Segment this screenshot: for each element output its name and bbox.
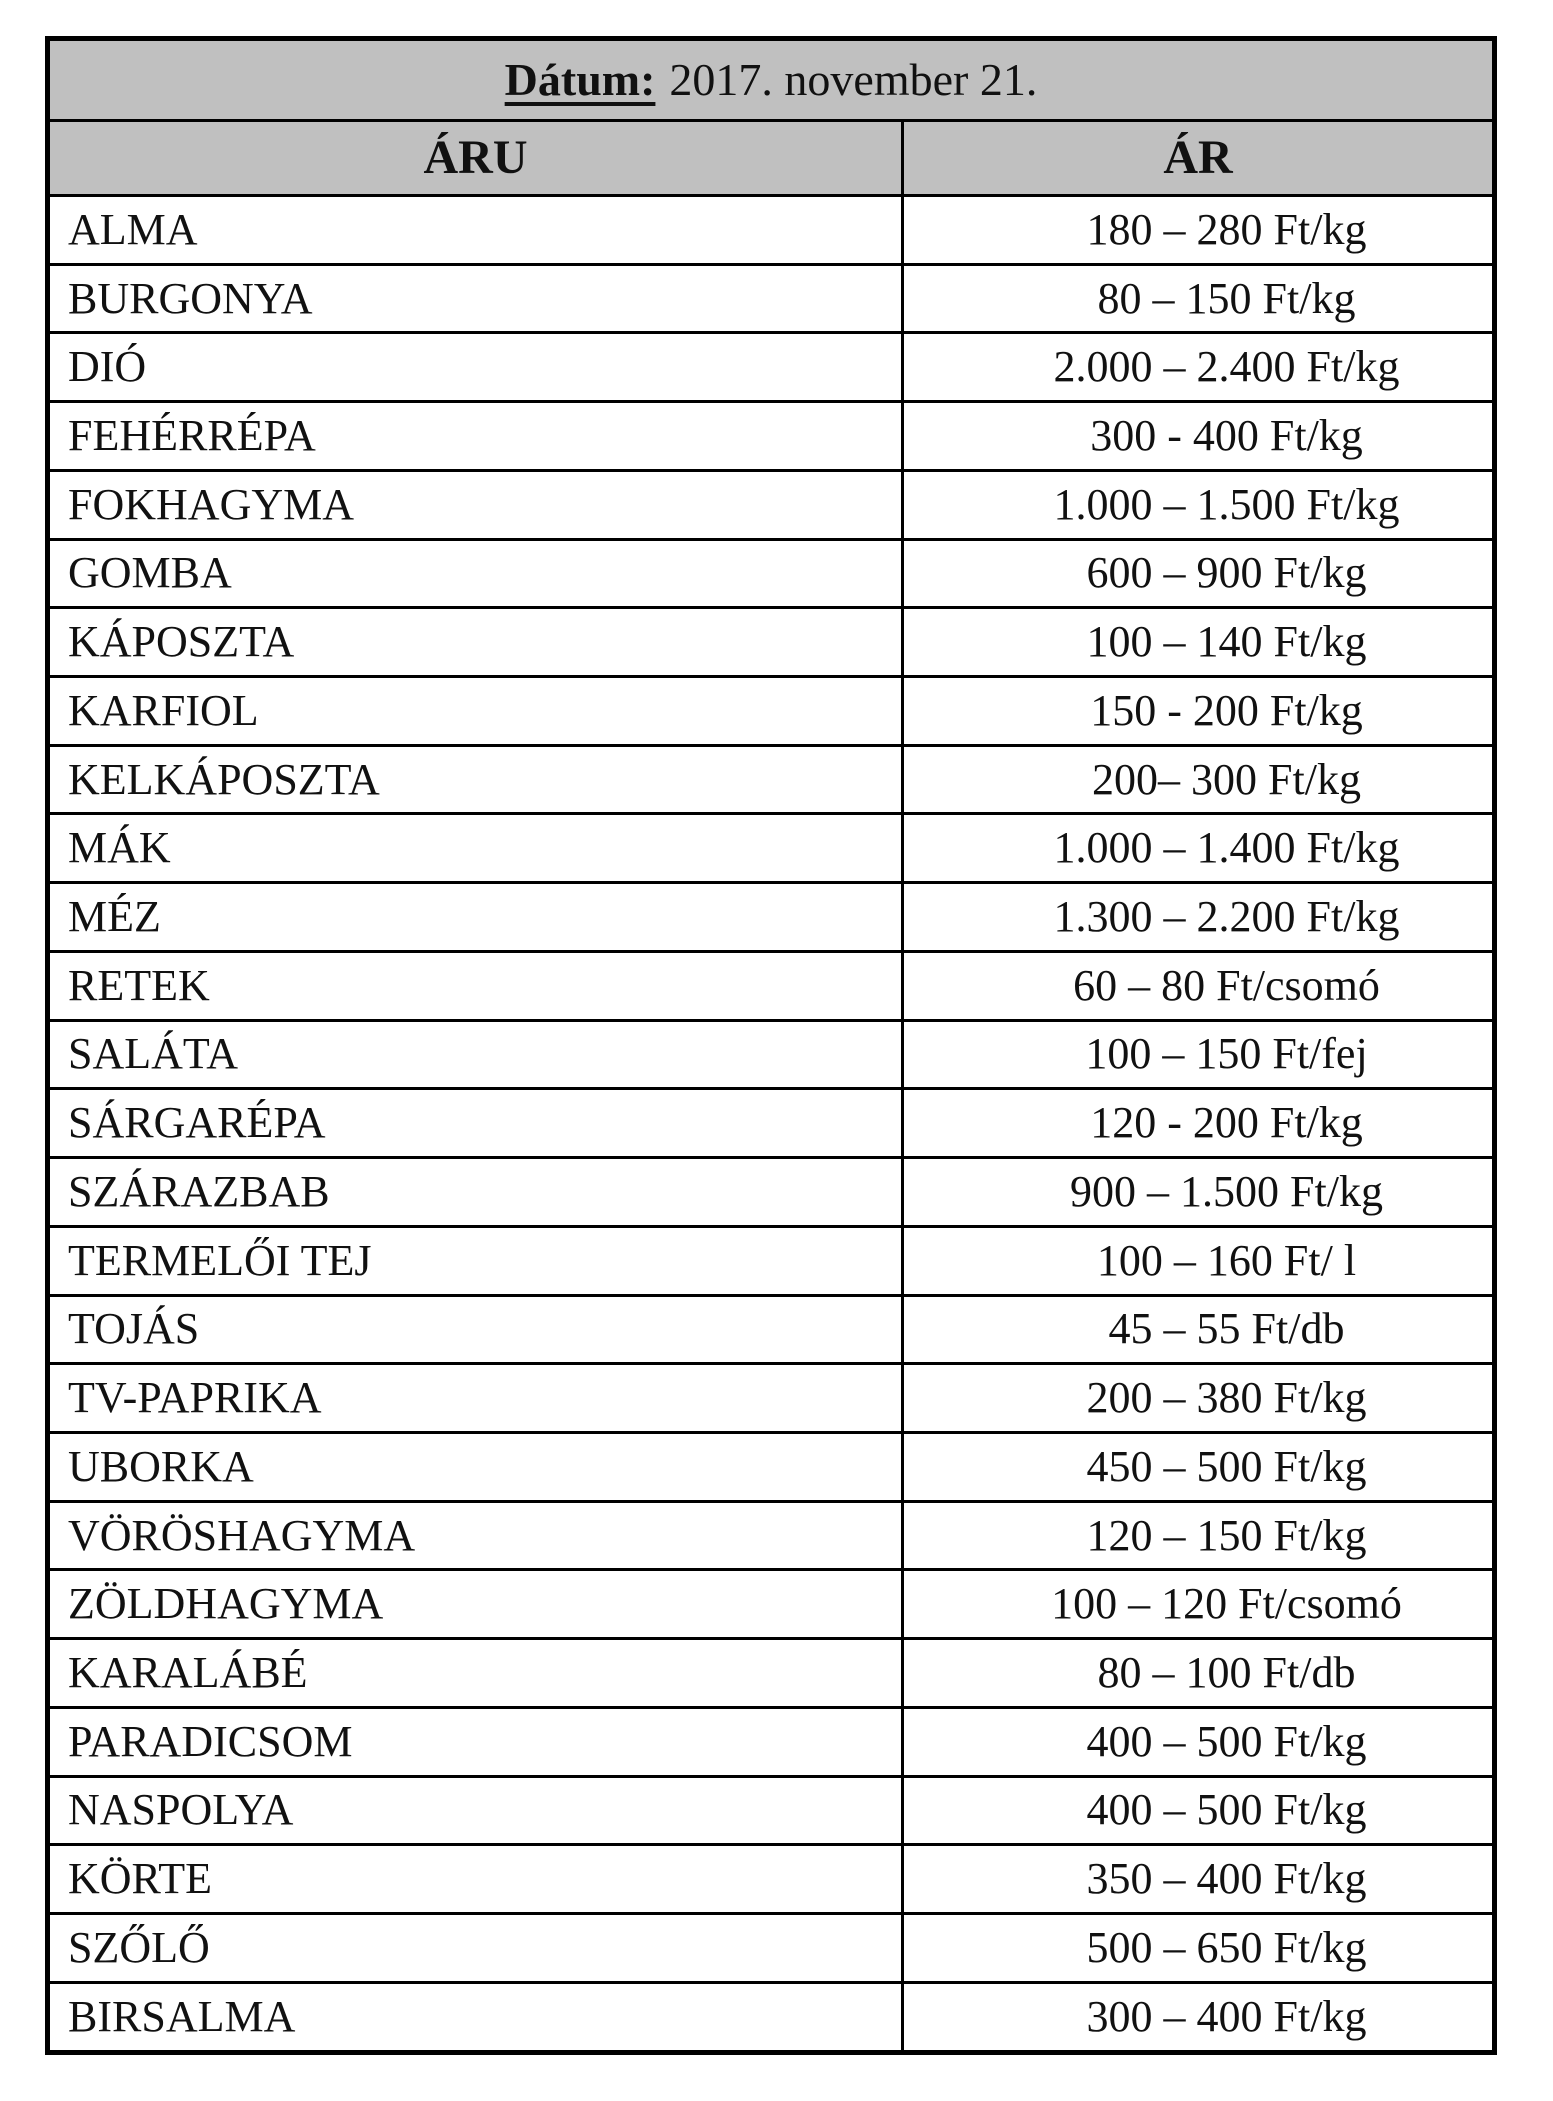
table-row: [48, 1295, 1495, 1364]
item-name-cell: TERMELŐI TEJ: [48, 1226, 903, 1295]
item-name-cell: BURGONYA: [48, 264, 903, 333]
price-cell: 400 – 500 Ft/kg: [903, 1707, 1495, 1776]
date-header-cell: [48, 39, 1495, 121]
price-cell: 120 - 200 Ft/kg: [903, 1089, 1495, 1158]
item-name-cell: RETEK: [48, 951, 903, 1020]
price-cell: 200 – 380 Ft/kg: [903, 1364, 1495, 1433]
price-cell: 100 – 150 Ft/fej: [903, 1020, 1495, 1089]
price-cell: 1.300 – 2.200 Ft/kg: [903, 883, 1495, 952]
table-row: [48, 1639, 1495, 1708]
item-name-cell: ALMA: [48, 196, 903, 265]
price-cell: 1.000 – 1.500 Ft/kg: [903, 470, 1495, 539]
price-cell: 180 – 280 Ft/kg: [903, 196, 1495, 265]
date-value: 2017. november 21.: [669, 54, 1038, 105]
item-name-cell: SZÁRAZBAB: [48, 1158, 903, 1227]
price-cell: 1.000 – 1.400 Ft/kg: [903, 814, 1495, 883]
item-name-cell: TV-PAPRIKA: [48, 1364, 903, 1433]
table-row: [48, 1226, 1495, 1295]
table-row: [48, 1020, 1495, 1089]
table-row: [48, 608, 1495, 677]
table-row: [48, 1707, 1495, 1776]
table-row: [48, 1776, 1495, 1845]
column-header-item: ÁRU: [48, 121, 903, 196]
price-cell: 80 – 150 Ft/kg: [903, 264, 1495, 333]
table-row: [48, 196, 1495, 265]
price-cell: 200– 300 Ft/kg: [903, 745, 1495, 814]
item-name-cell: FEHÉRRÉPA: [48, 402, 903, 471]
table-row: [48, 1570, 1495, 1639]
table-row: [48, 814, 1495, 883]
table-row: [48, 677, 1495, 746]
date-row: [48, 39, 1495, 121]
price-cell: 80 – 100 Ft/db: [903, 1639, 1495, 1708]
price-cell: 400 – 500 Ft/kg: [903, 1776, 1495, 1845]
table-row: [48, 1913, 1495, 1982]
item-name-cell: TOJÁS: [48, 1295, 903, 1364]
price-cell: 300 – 400 Ft/kg: [903, 1982, 1495, 2052]
price-table: [45, 36, 1497, 2055]
price-cell: 300 - 400 Ft/kg: [903, 402, 1495, 471]
table-row: [48, 1845, 1495, 1914]
table-row: [48, 402, 1495, 471]
price-cell: 100 – 160 Ft/ l: [903, 1226, 1495, 1295]
table-row: [48, 539, 1495, 608]
item-name-cell: VÖRÖSHAGYMA: [48, 1501, 903, 1570]
column-header-price: ÁR: [903, 121, 1495, 196]
table-row: [48, 951, 1495, 1020]
price-cell: 60 – 80 Ft/csomó: [903, 951, 1495, 1020]
item-name-cell: KÖRTE: [48, 1845, 903, 1914]
item-name-cell: KÁPOSZTA: [48, 608, 903, 677]
price-table-body: [48, 196, 1495, 2053]
price-cell: 450 – 500 Ft/kg: [903, 1432, 1495, 1501]
item-name-cell: GOMBA: [48, 539, 903, 608]
item-name-cell: NASPOLYA: [48, 1776, 903, 1845]
price-cell: 150 - 200 Ft/kg: [903, 677, 1495, 746]
table-row: [48, 1364, 1495, 1433]
price-cell: 100 – 140 Ft/kg: [903, 608, 1495, 677]
item-name-cell: ZÖLDHAGYMA: [48, 1570, 903, 1639]
table-row: [48, 883, 1495, 952]
table-row: [48, 1432, 1495, 1501]
item-name-cell: KELKÁPOSZTA: [48, 745, 903, 814]
table-row: [48, 1089, 1495, 1158]
item-name-cell: MÉZ: [48, 883, 903, 952]
item-name-cell: DIÓ: [48, 333, 903, 402]
date-label: Dátum:: [504, 54, 656, 105]
price-cell: 900 – 1.500 Ft/kg: [903, 1158, 1495, 1227]
price-cell: 120 – 150 Ft/kg: [903, 1501, 1495, 1570]
item-name-cell: UBORKA: [48, 1432, 903, 1501]
price-cell: 500 – 650 Ft/kg: [903, 1913, 1495, 1982]
column-header-row: [48, 121, 1495, 196]
price-cell: 600 – 900 Ft/kg: [903, 539, 1495, 608]
table-row: [48, 264, 1495, 333]
item-name-cell: PARADICSOM: [48, 1707, 903, 1776]
item-name-cell: BIRSALMA: [48, 1982, 903, 2052]
item-name-cell: KARFIOL: [48, 677, 903, 746]
table-row: [48, 470, 1495, 539]
item-name-cell: MÁK: [48, 814, 903, 883]
table-row: [48, 745, 1495, 814]
item-name-cell: SALÁTA: [48, 1020, 903, 1089]
item-name-cell: SÁRGARÉPA: [48, 1089, 903, 1158]
price-cell: 2.000 – 2.400 Ft/kg: [903, 333, 1495, 402]
item-name-cell: FOKHAGYMA: [48, 470, 903, 539]
table-row: [48, 333, 1495, 402]
table-row: [48, 1501, 1495, 1570]
price-cell: 350 – 400 Ft/kg: [903, 1845, 1495, 1914]
item-name-cell: KARALÁBÉ: [48, 1639, 903, 1708]
table-row: [48, 1158, 1495, 1227]
item-name-cell: SZŐLŐ: [48, 1913, 903, 1982]
price-cell: 100 – 120 Ft/csomó: [903, 1570, 1495, 1639]
table-row: [48, 1982, 1495, 2052]
price-cell: 45 – 55 Ft/db: [903, 1295, 1495, 1364]
